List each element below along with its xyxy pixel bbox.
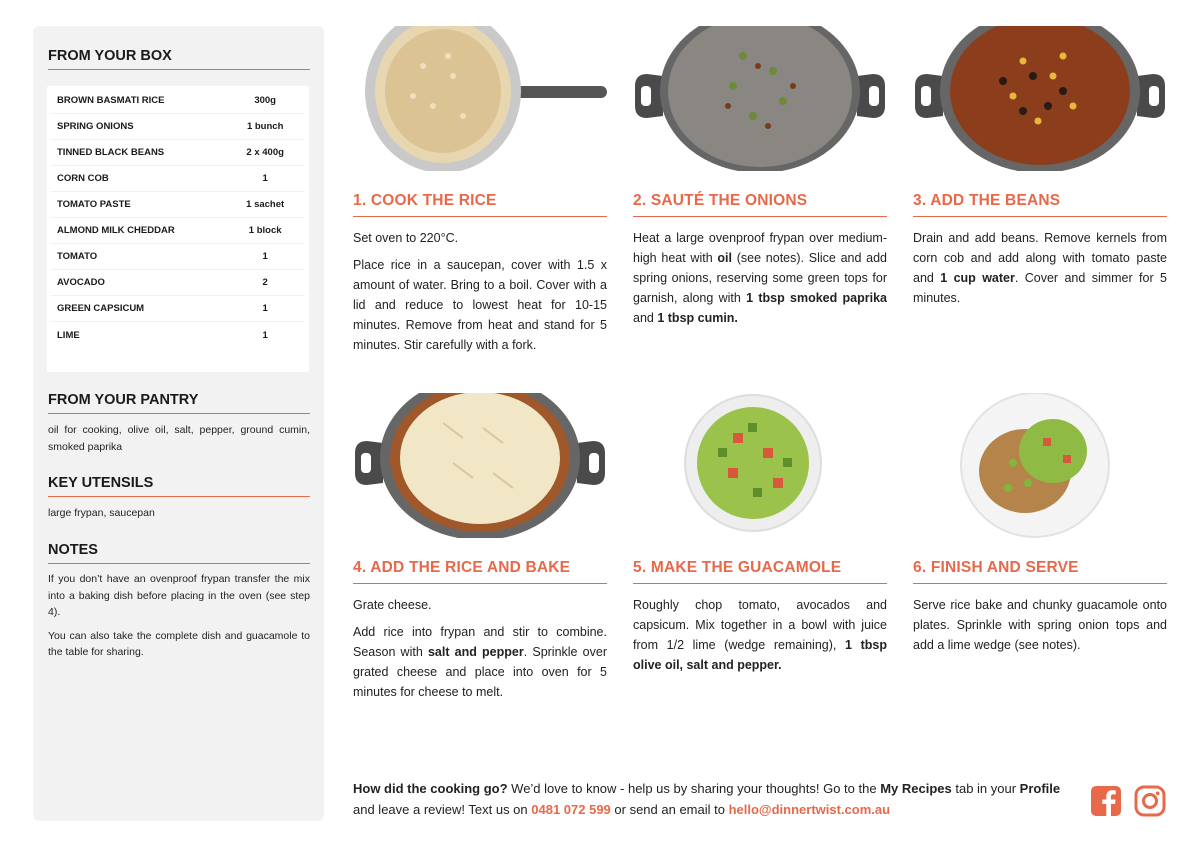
rice-colander-photo (353, 26, 607, 171)
ingredient-name: TOMATO (57, 251, 98, 262)
ingredient-name: CORN COB (57, 173, 109, 184)
ingredient-name: TINNED BLACK BEANS (57, 147, 165, 158)
text-run: and (633, 311, 658, 325)
ingredient-quantity: 1 (262, 303, 268, 314)
instagram-icon[interactable] (1134, 785, 1166, 817)
text-run: Heat a large ovenproof frypan over medium-high heat with (633, 231, 887, 265)
text-run: Serve rice bake and chunky guacamole onto plates. Sprinkle with spring onion tops and add a lime wedge (see notes). (913, 598, 1167, 652)
ingredient-row (51, 218, 305, 244)
ingredient-name: ALMOND MILK CHEDDAR (57, 225, 175, 236)
ingredient-quantity: 1 (262, 329, 268, 341)
notes-text (48, 571, 310, 668)
notes-heading: NOTES (48, 542, 310, 564)
step-paragraph (913, 228, 1167, 308)
ingredient-row (51, 166, 305, 192)
step-1-title: 1. COOK THE RICE (353, 192, 607, 217)
text-run: 1 tbsp smoked paprika (746, 291, 888, 305)
step-paragraph (353, 622, 607, 702)
text-run: tab in your (951, 781, 1020, 796)
key-utensils-heading: KEY UTENSILS (48, 475, 310, 497)
from-your-pantry-heading: FROM YOUR PANTRY (48, 392, 310, 414)
step-2-title: 2. SAUTÉ THE ONIONS (633, 192, 887, 217)
step-6-title: 6. FINISH AND SERVE (913, 559, 1167, 584)
from-your-box-heading: FROM YOUR BOX (48, 48, 310, 70)
text-run: (see notes). Slice and add spring onions, reserving some green tops for garnish, along with (633, 251, 888, 305)
step-paragraph (633, 595, 887, 675)
step-5-title: 5. MAKE THE GUACAMOLE (633, 559, 887, 584)
ingredient-row (51, 140, 305, 166)
text-run: oil (717, 251, 732, 265)
text-run: Set oven to 220°C. (353, 231, 459, 245)
step-5-body (633, 595, 887, 682)
onions-frypan-photo (633, 26, 887, 171)
text-run: Profile (1019, 781, 1061, 796)
step-1-body (353, 228, 607, 362)
text-run: Add rice into frypan and stir to combine. Season with (353, 625, 607, 659)
ingredient-name: AVOCADO (57, 277, 105, 288)
pantry-text: oil for cooking, olive oil, salt, pepper, ground cumin, smoked paprika (48, 424, 310, 453)
ingredient-name: SPRING ONIONS (57, 121, 134, 132)
ingredient-name: LIME (57, 329, 80, 341)
step-2-body (633, 228, 887, 335)
step-3-title: 3. ADD THE BEANS (913, 192, 1167, 217)
contact-link[interactable]: 0481 072 599 (531, 802, 611, 817)
ingredient-name: TOMATO PASTE (57, 199, 131, 210)
beans-frypan-photo (913, 26, 1167, 171)
step-paragraph (913, 595, 1167, 655)
ingredient-name: GREEN CAPSICUM (57, 303, 145, 314)
ingredient-quantity: 2 (262, 277, 268, 288)
step-paragraph (353, 255, 607, 355)
facebook-icon[interactable] (1090, 785, 1122, 817)
text-run: . Cover and simmer for 5 minutes. (913, 271, 1167, 305)
ingredient-quantity: 300g (254, 95, 276, 106)
text-run: Drain and add beans. Remove kernels from corn cob and add along with tomato paste and (913, 231, 1167, 285)
ingredient-row (51, 322, 305, 348)
ingredient-row (51, 270, 305, 296)
text-run: My Recipes (880, 781, 952, 796)
ingredient-quantity: 1 (262, 251, 268, 262)
contact-link[interactable]: hello@dinnertwist.com.au (728, 802, 891, 817)
cheese-bake-frypan-photo (353, 393, 607, 538)
ingredient-row (51, 114, 305, 140)
ingredient-name: BROWN BASMATI RICE (57, 95, 165, 106)
text-run: and leave a review! Text us on (353, 802, 532, 817)
feedback-footer (353, 778, 1073, 820)
text-run: We’d love to know - help us by sharing your thoughts! Go to the (507, 781, 881, 796)
text-run: 1 cup water (940, 271, 1015, 285)
ingredient-quantity: 2 x 400g (246, 147, 284, 158)
note-2: You can also take the complete dish and guacamole to the table for sharing. (48, 629, 310, 658)
step-paragraph (633, 228, 887, 328)
text-run: Roughly chop tomato, avocados and capsicum. Mix together in a bowl with juice from 1/2 lime (wedge remaining), (633, 598, 887, 652)
text-run: Place rice in a saucepan, cover with 1.5 x amount of water. Bring to a boil. Cover with a lid and reduce to lowest heat for 10-15 minutes. Remove from heat and stand for 5 minutes. Stir carefully with a fork. (353, 258, 607, 352)
ingredient-row (51, 88, 305, 114)
note-1: If you don’t have an ovenproof frypan transfer the mix into a baking dish before placing in the oven (see step 4). (48, 573, 310, 618)
ingredient-quantity: 1 sachet (246, 199, 285, 210)
finished-dish-plate-photo (913, 393, 1167, 538)
guacamole-bowl-photo (633, 393, 887, 538)
ingredient-quantity: 1 bunch (246, 121, 284, 132)
text-run: Grate cheese. (353, 598, 432, 612)
sidebar (33, 26, 324, 821)
ingredients-table (47, 86, 309, 372)
text-run: salt and pepper (427, 645, 524, 659)
ingredient-row (51, 296, 305, 322)
text-run: or send an email to (610, 802, 729, 817)
step-paragraph (353, 228, 607, 248)
ingredient-row (51, 192, 305, 218)
text-run: . Sprinkle over grated cheese and place into oven for 5 minutes for cheese to melt. (353, 645, 607, 699)
step-6-body (913, 595, 1167, 662)
utensils-text: large frypan, saucepan (48, 507, 155, 519)
text-run: 1 tbsp cumin. (657, 311, 738, 325)
text-run: 1 tbsp olive oil, salt and pepper. (633, 638, 887, 672)
step-4-title: 4. ADD THE RICE AND BAKE (353, 559, 607, 584)
ingredient-quantity: 1 (262, 173, 268, 184)
ingredient-row (51, 244, 305, 270)
text-run: How did the cooking go? (353, 781, 508, 796)
step-4-body (353, 595, 607, 709)
step-3-body (913, 228, 1167, 315)
ingredient-quantity: 1 block (248, 225, 282, 236)
step-paragraph (353, 595, 607, 615)
